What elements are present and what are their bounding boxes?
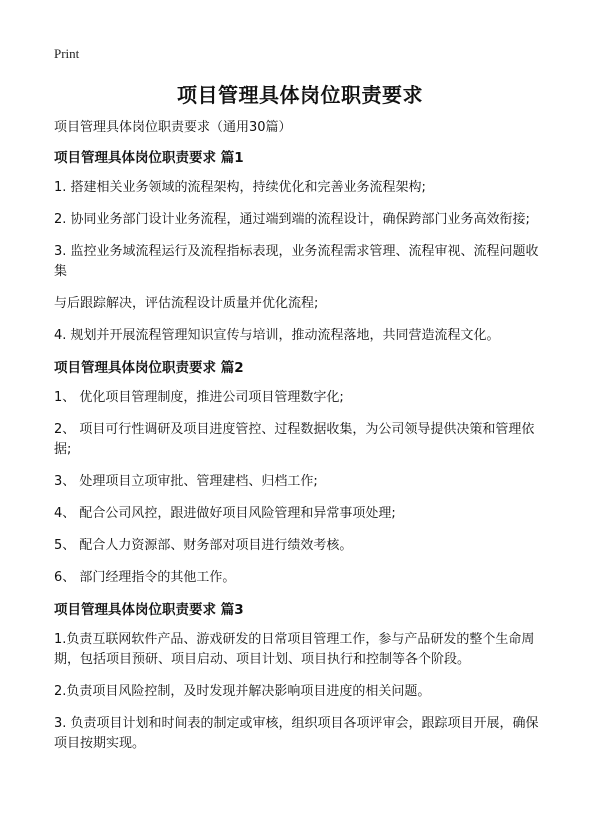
paragraph: 6、 部门经理指令的其他工作。 (54, 570, 236, 585)
paragraph: 3、 处理项目立项审批、管理建档、归档工作; (54, 474, 318, 489)
paragraph: 2.负责项目风险控制，及时发现并解决影响项目进度的相关问题。 (54, 684, 431, 699)
paragraph: 1.负责互联网软件产品、游戏研发的日常项目管理工作，参与产品研发的整个生命周期，包括项目预研、项目启动、项目计划、项目执行和控制等各个阶段。 (54, 632, 535, 667)
paragraph: 4. 规划并开展流程管理知识宣传与培训，推动流程落地，共同营造流程文化。 (54, 328, 500, 343)
paragraph: 1、 优化项目管理制度，推进公司项目管理数字化; (54, 390, 344, 405)
section-3 (54, 600, 548, 754)
paragraph: 5、 配合人力资源部、财务部对项目进行绩效考核。 (54, 538, 353, 553)
paragraph: 与后跟踪解决，评估流程设计质量并优化流程; (54, 296, 319, 311)
paragraph: 2、 项目可行性调研及项目进度管控、过程数据收集，为公司领导提供决策和管理依据; (54, 422, 535, 457)
document-body (54, 118, 548, 764)
paragraph: 1. 搭建相关业务领域的流程架构，持续优化和完善业务流程架构; (54, 180, 426, 195)
paragraph: 2. 协同业务部门设计业务流程，通过端到端的流程设计，确保跨部门业务高效衔接; (54, 212, 530, 227)
print-label: Print (54, 46, 80, 61)
section-2 (54, 358, 548, 588)
section-heading: 项目管理具体岗位职责要求 篇3 (54, 602, 244, 618)
paragraph: 4、 配合公司风控，跟进做好项目风险管理和异常事项处理; (54, 506, 396, 521)
section-1 (54, 148, 548, 346)
paragraph: 3. 监控业务域流程运行及流程指标表现，业务流程需求管理、流程审视、流程问题收集 (54, 244, 539, 279)
page-title: 项目管理具体岗位职责要求 (177, 83, 423, 107)
document-subtitle: 项目管理具体岗位职责要求（通用30篇） (54, 120, 292, 135)
section-heading: 项目管理具体岗位职责要求 篇2 (54, 360, 244, 376)
paragraph: 3. 负责项目计划和时间表的制定或审核，组织项目各项评审会，跟踪项目开展，确保项目按期实现。 (54, 716, 539, 751)
section-heading: 项目管理具体岗位职责要求 篇1 (54, 150, 244, 166)
